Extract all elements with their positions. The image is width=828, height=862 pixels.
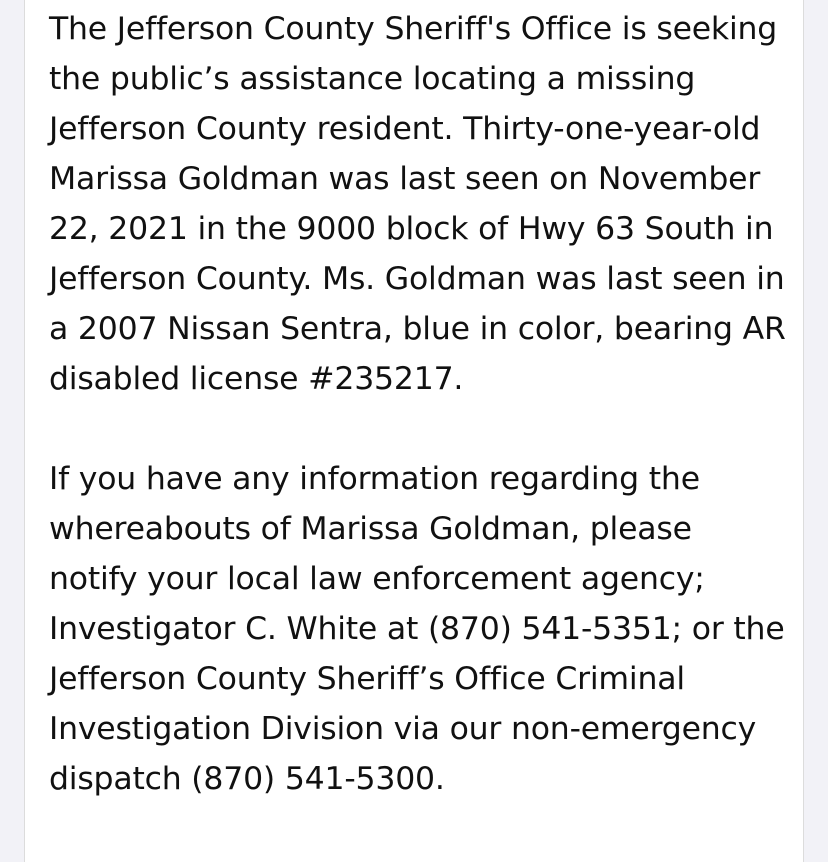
post-card (24, 0, 804, 862)
post-paragraph-details: The Jefferson County Sheriff's Office is seeking the public’s assistance locating a missing Jefferson County resident. Thirty-one-year-old Marissa Goldman was last seen on November 22, 2021 in the 9000 block of Hwy 63 South in Jefferson County. Ms. Goldman was last seen in a 2007 Nissan Sentra, blue in color, bearing AR disabled license #235217. (49, 11, 786, 397)
post-body (49, 4, 789, 804)
post-paragraph-contact: If you have any information regarding the whereabouts of Marissa Goldman, please notify your local law enforcement agency; Investigator C. White at (870) 541-5351; or the Jefferson County Sheriff’s Office Criminal Investigation Division via our non-emergency dispatch (870) 541-5300. (49, 461, 785, 797)
